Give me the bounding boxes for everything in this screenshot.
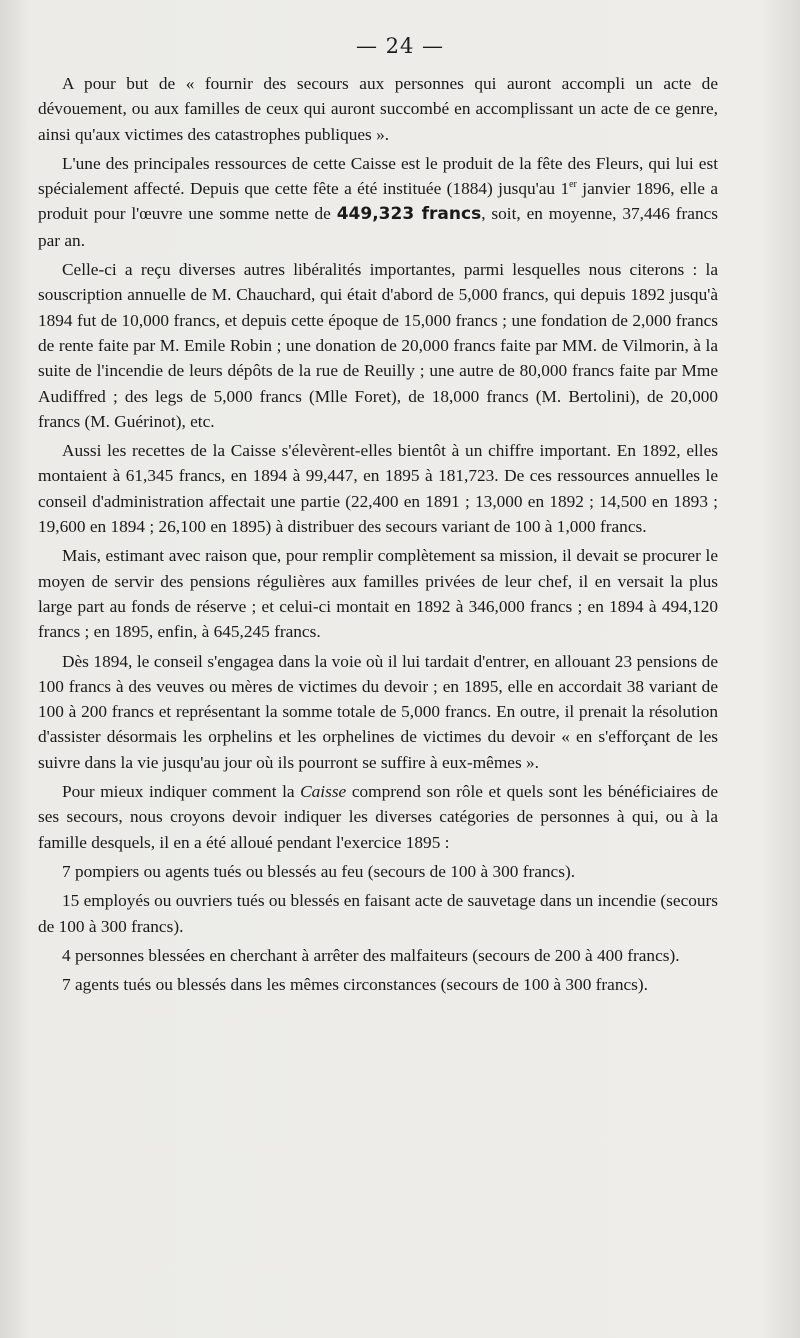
list-item: 4 personnes blessées en cherchant à arrêter des malfaiteurs (secours de 200 à 400 francs). [62,945,680,965]
list-item: 7 agents tués ou blessés dans les mêmes circonstances (secours de 100 à 300 francs). [62,975,648,995]
paragraph: Dès 1894, le conseil s'engagea dans la voie où il lui tardait d'entrer, en allouant 23 pensions de 100 francs à des veuves ou mères de victimes du devoir ; en 1895, elle en accordait 38 variant de 100 à 200 francs et représentant la somme totale de 5,000 francs. En outre, il prenait la résolution d'assister désormais les orphelins et les orphelines de victimes du devoir « en s'efforçant de les suivre dans la vie jusqu'au jour où ils pourront se suffire à eux-mêmes ». [38,651,718,772]
paragraph-text: comprend son rôle et quels sont les bénéficiaires de ses secours, nous croyons devoir indiquer les diverses catégories de personnes à qui, ou à la famille desquels, il en a été alloué pendant l'exercice 1895 : [38,782,718,852]
paragraph: A pour but de « fournir des secours aux personnes qui auront accompli un acte de dévouement, ou aux familles de ceux qui auront succombé en accomplissant un acte de ce genre, ainsi qu'aux victimes des catastrophes publiques ». [38,74,718,144]
page-number: — 24 — [355,34,445,58]
paragraph: Aussi les recettes de la Caisse s'élevèrent-elles bientôt à un chiffre important. En 1892, elles montaient à 61,345 francs, en 1894 à 99,447, en 1895 à 181,723. De ces ressources annuelles le conseil d'administration affectait une partie (22,400 en 1891 ; 13,000 en 1892 ; 14,500 en 1893 ; 19,600 en 1894 ; 26,100 en 1895) à distribuer des secours variant de 100 à 1,000 francs. [38,441,718,537]
paragraph: Mais, estimant avec raison que, pour remplir complètement sa mission, il devait se procurer le moyen de servir des pensions régulières aux familles privées de leur chef, il en versait la plus large part au fonds de réserve ; et celui-ci montait en 1892 à 346,000 francs ; en 1894 à 494,120 francs ; en 1895, enfin, à 645,245 francs. [38,546,718,642]
paragraph-text: L'une des principales ressources de cette Caisse est le produit de la fête des Fleurs, qui lui est spécialement affecté. Depuis que cette fête a été instituée (1884) jusqu'au 1 [38,153,718,199]
paragraph [38,151,718,253]
paragraph-text: , soit, en moyenne, 37,446 francs par an. [38,204,718,250]
bold-amount: 449,323 francs [336,204,482,225]
superscript: er [569,179,577,191]
paragraph-text: janvier 1896, elle a produit pour l'œuvre une somme nette de [38,179,718,224]
italic-term: Caisse [300,782,347,802]
paragraph [38,779,718,855]
list-item: 7 pompiers ou agents tués ou blessés au feu (secours de 100 à 300 francs). [62,861,576,881]
paragraph-text: Pour mieux indiquer comment la [62,782,301,802]
paragraph: Celle-ci a reçu diverses autres libéralités importantes, parmi lesquelles nous citerons : la souscription annuelle de M. Chauchard, qui était d'abord de 5,000 francs, qui depuis 1892 jusqu'à 1894 fut de 10,000 francs, et depuis cette époque de 15,000 francs ; une fondation de 2,000 francs de rente faite par M. Emile Robin ; une donation de 20,000 francs faite par MM. de Vilmorin, à la suite de l'incendie de leurs dépôts de la rue de Reuilly ; une autre de 80,000 francs faite par Mme Audiffred ; des legs de 5,000 francs (Mlle Foret), de 18,000 francs (M. Bertolini), de 20,000 francs (M. Guérinot), etc. [38,260,718,431]
body-text [38,71,718,997]
list-item: 15 employés ou ouvriers tués ou blessés en faisant acte de sauvetage dans un incendie (secours de 100 à 300 francs). [38,891,719,936]
